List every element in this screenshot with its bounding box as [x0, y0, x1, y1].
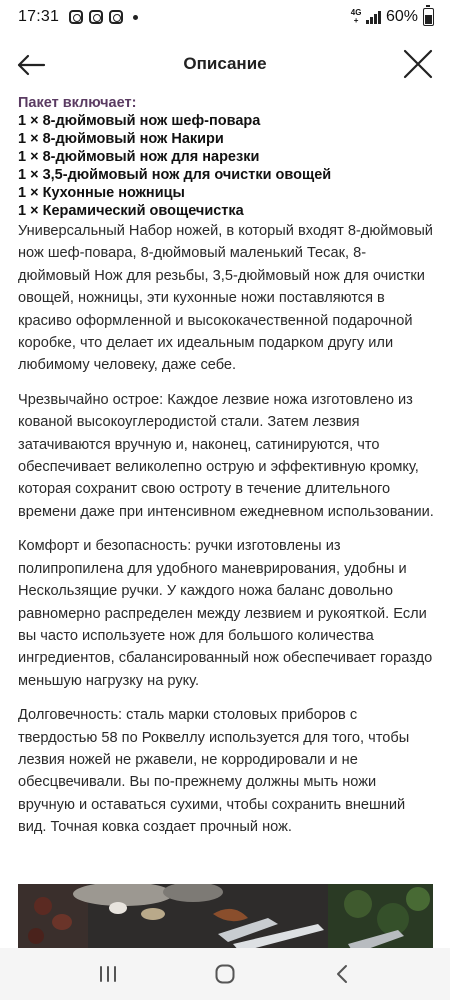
instagram-icon [69, 10, 83, 24]
recent-apps-icon [98, 965, 118, 983]
package-item: 1 × 8-дюймовый нож Накири [18, 131, 224, 147]
package-item: 1 × Кухонные ножницы [18, 185, 185, 201]
home-icon [214, 963, 236, 985]
battery-icon [423, 8, 434, 26]
close-icon [403, 49, 433, 79]
system-icons [351, 8, 434, 26]
close-button[interactable] [400, 46, 436, 82]
status-time: 17:31 [18, 8, 60, 25]
package-list [18, 112, 434, 220]
description-paragraph: Универсальный Набор ножей, в который входят 8-дюймовый нож шеф-повара, 8-дюймовый маленький Тесак, 8-дюймовый Нож для резьбы, 3,5-дюймовый нож для очистки овощей, ножницы, эти кухонные ножи поставляются в красиво оформленной и высококачественной подарочной коробке, что делает их идеальным подарком другу или любимому человеку, даже себе. [18, 223, 433, 374]
dot-icon [133, 15, 138, 20]
instagram-icon [109, 10, 123, 24]
package-item: 1 × 8-дюймовый нож для нарезки [18, 149, 260, 165]
signal-icon [366, 11, 381, 24]
page-title: Описание [183, 54, 267, 73]
arrow-left-icon [16, 54, 46, 76]
status-bar [0, 0, 450, 34]
system-nav-bar [0, 948, 450, 1000]
instagram-icon [89, 10, 103, 24]
description-paragraph: Долговечность: сталь марки столовых приборов с твердостью 58 по Роквеллу используется для того, чтобы лезвия ножей не ржавели, не корродировали и не обесцвечивали. Вы по-прежнему должны мыть ножи вручную и оставаться сухими, чтобы сохранить внешний вид. Точная ковка создает прочный нож. [18, 707, 410, 836]
recent-apps-button[interactable] [88, 954, 128, 994]
package-item: 1 × Керамический овощечистка [18, 203, 244, 219]
home-button[interactable] [205, 954, 245, 994]
description-paragraph: Комфорт и безопасность: ручки изготовлены из полипропилена для удобного маневрирования, удобны и Нескользящие ручки. У каждого ножа баланс довольно равномерно распределен между лезвием и рукояткой. Если вы часто используете нож для большого количества ингредиентов, сбалансированный нож обеспечивает гораздо меньшую нагрузку на руку. [18, 538, 433, 689]
notification-icons [69, 10, 138, 24]
back-button[interactable] [14, 48, 48, 82]
description-paragraph: Чрезвычайно острое: Каждое лезвие ножа изготовлено из кованой высокоуглеродистой стали. Затем лезвия затачиваются вручную и, наконец, сатинируются, что обеспечивает великолепно острую и эффективную кромку, которая сохранит свою остроту в течение длительного времени даже при интенсивном ежедневном использовании. [18, 391, 434, 520]
network-type [351, 9, 362, 25]
package-item: 1 × 8-дюймовый нож шеф-повара [18, 113, 261, 129]
back-icon [335, 964, 349, 984]
package-title: Пакет включает: [18, 95, 137, 111]
app-header [0, 34, 450, 94]
description-content [18, 94, 434, 851]
network-activity-label: + [353, 16, 359, 25]
network-type-label: 4G [350, 8, 362, 17]
battery-percent: 60% [385, 8, 418, 25]
nav-back-button[interactable] [322, 954, 362, 994]
package-item: 1 × 3,5-дюймовый нож для очистки овощей [18, 167, 332, 183]
